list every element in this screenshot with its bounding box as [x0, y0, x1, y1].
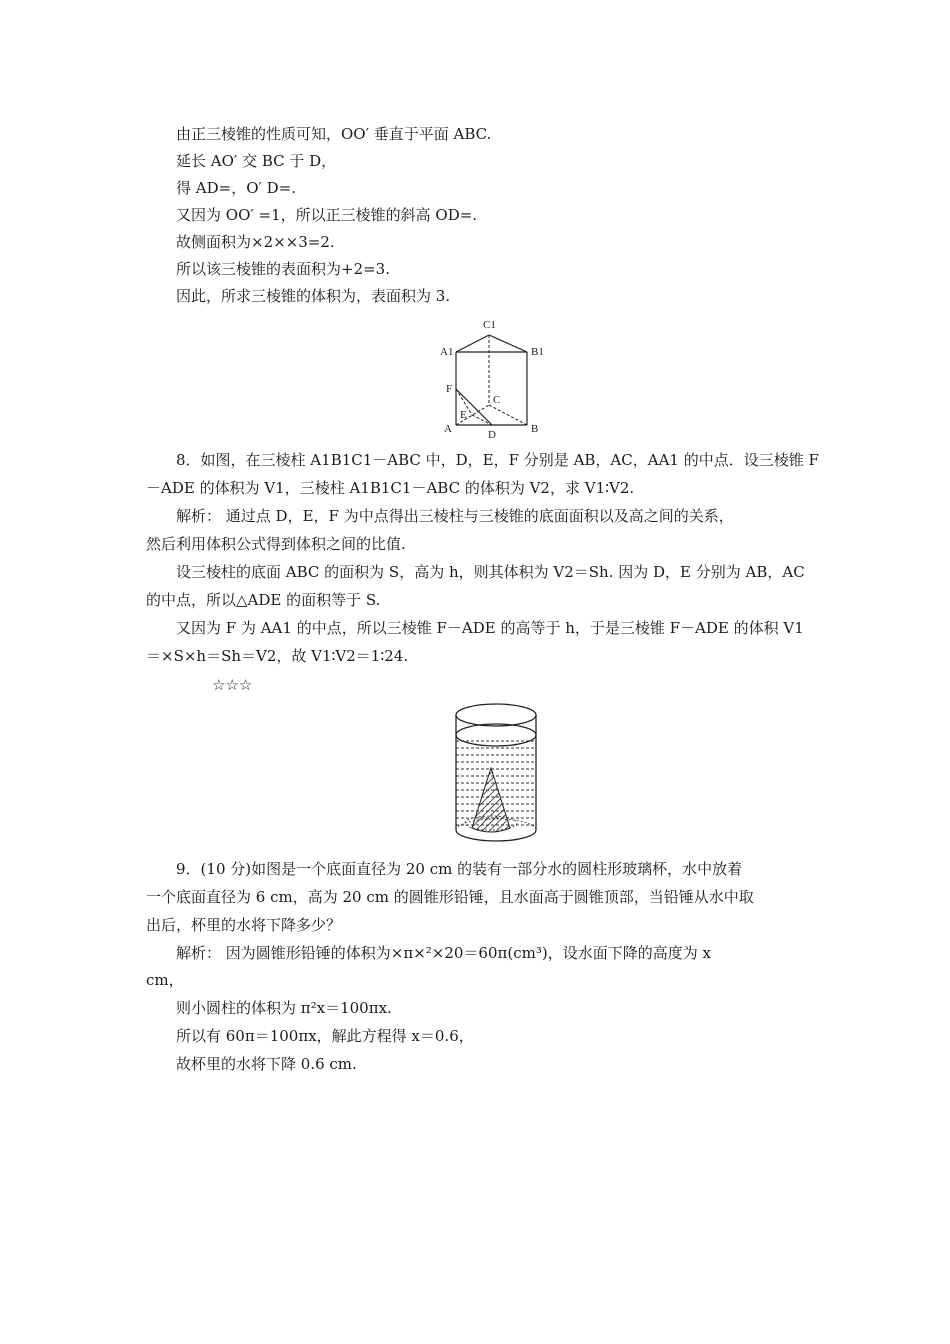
text-line: 解析： 通过点 D，E，F 为中点得出三棱柱与三棱锥的底面面积以及高之间的关系，: [176, 507, 734, 525]
text-line: 解析： 因为圆锥形铅锤的体积为×π×²×20＝60π(cm³)，设水面下降的高度为 x: [176, 944, 711, 962]
text-line: 得 AD=，O′ D=.: [176, 179, 297, 197]
text-line: 9．(10 分)如图是一个底面直径为 20 cm 的装有一部分水的圆柱形玻璃杯，水中放着: [176, 860, 743, 878]
text-line: 然后利用体积公式得到体积之间的比值.: [146, 535, 406, 553]
text-line: 故侧面积为×2××3=2.: [176, 233, 335, 251]
text-line: cm，: [146, 971, 184, 989]
text-line: 又因为 OO′ =1，所以正三棱锥的斜高 OD=.: [176, 206, 478, 224]
label-a1: A1: [440, 346, 454, 358]
label-e: E: [460, 409, 467, 421]
cylinder-figure: [450, 700, 542, 846]
cone-weight: [472, 768, 510, 832]
text-line: 由正三棱锥的性质可知，OO′ 垂直于平面 ABC.: [176, 125, 492, 143]
text-line: 又因为 F 为 AA1 的中点，所以三棱锥 F－ADE 的高等于 h，于是三棱锥 F－ADE 的体积 V1: [176, 619, 804, 637]
edge-c1-b1: [489, 335, 527, 352]
difficulty-stars: ☆☆☆: [212, 676, 253, 694]
text-line: 则小圆柱的体积为 π²x＝100πx.: [176, 999, 392, 1017]
text-line: 所以该三棱锥的表面积为+2=3.: [176, 260, 390, 278]
label-a: A: [444, 423, 452, 435]
label-f: F: [446, 383, 453, 395]
text-line: 一个底面直径为 6 cm，高为 20 cm 的圆锥形铅锤，且水面高于圆锥顶部，当铅锤从水中取: [146, 888, 754, 906]
text-line: ＝×S×h＝Sh＝V2，故 V1∶V2＝1∶24.: [146, 647, 409, 665]
label-b: B: [531, 423, 539, 435]
text-line: 设三棱柱的底面 ABC 的面积为 S，高为 h，则其体积为 V2＝Sh. 因为 D，E 分别为 AB，AC: [176, 563, 805, 581]
label-d: D: [488, 429, 496, 441]
cylinder-top: [456, 704, 536, 726]
text-line: 8．如图，在三棱柱 A1B1C1－ABC 中，D，E，F 分别是 AB，AC，AA1 的中点．设三棱锥 F: [176, 451, 819, 469]
hidden-e-d: [472, 415, 492, 425]
label-c1: C1: [483, 319, 496, 331]
text-line: 延长 AO′ 交 BC 于 D，: [176, 152, 337, 170]
text-line: 故杯里的水将下降 0.6 cm.: [176, 1055, 357, 1073]
text-line: 的中点，所以△ADE 的面积等于 S.: [146, 591, 381, 609]
hidden-c-b: [489, 405, 527, 425]
text-line: 出后，杯里的水将下降多少？: [146, 916, 342, 934]
water-surface: [456, 724, 536, 746]
text-line: －ADE 的体积为 V1，三棱柱 A1B1C1－ABC 的体积为 V2，求 V1∶V2.: [146, 479, 635, 497]
label-b1: B1: [531, 346, 544, 358]
text-line: 因此，所求三棱锥的体积为，表面积为 3.: [176, 287, 451, 305]
prism-figure: [436, 314, 556, 442]
edge-a1-c1: [456, 335, 489, 352]
text-line: 所以有 60π＝100πx，解此方程得 x＝0.6，: [176, 1027, 474, 1045]
label-c: C: [493, 394, 501, 406]
